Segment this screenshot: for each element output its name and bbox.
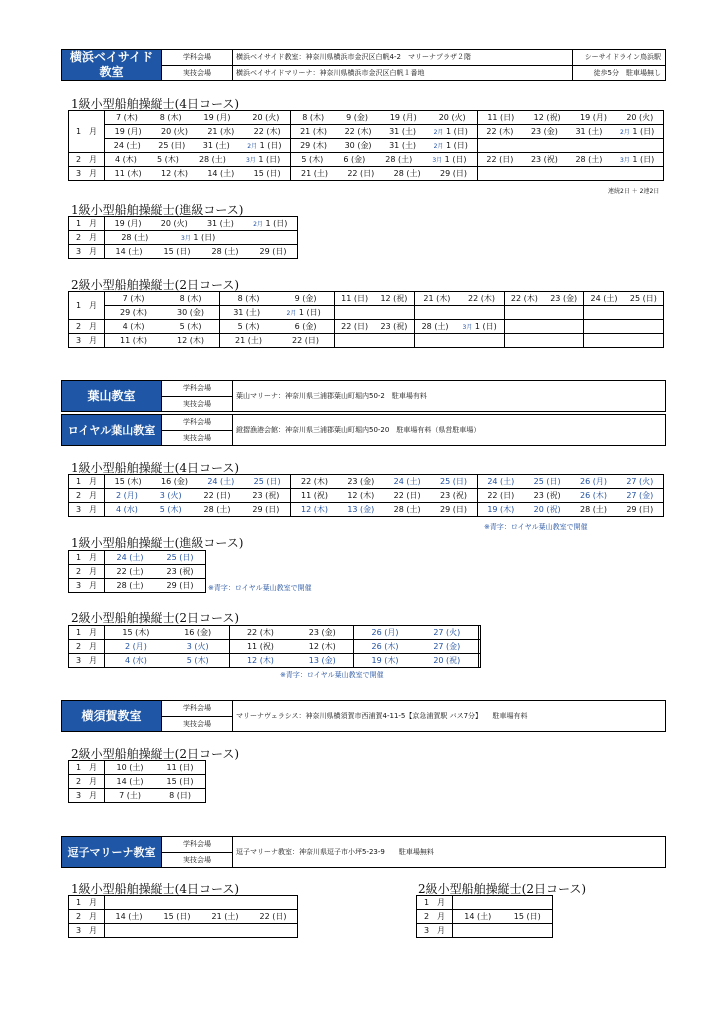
section-title: 1級小型船舶操縦士(4日コース) <box>71 882 240 896</box>
schedule-table: 1 月 19 (月) 20 (火) 31 (土) 2月 1 (日) 2 月 28 (土) 3月 1 (日) 3 月 14 (土) 15 (日) 28 (土) 29 (日) <box>68 216 298 259</box>
schedule-table: 1 月 7 (木) 8 (木) 19 (月) 20 (火) 8 (木) 9 (金) 19 (月) 20 (火) 11 (日) 12 (祝) 19 (月) 20 (火) 19 (月) 20 (火) 21 (水) 22 (木) 21 (木) 22 (木) 31 (土) 2月 1 (日) 22 (木) 23 (金) 31 (土) 2月 1 (日) 24 (土) 25 (日) 31 (土) 2月 1 (日) 29 (木) 30 (金) 31 (土) 2月 1 (日) 2 月 4 (木) 5 (木) 28 (土) 3月 1 (日) 5 (木) 6 (金) 28 (土) 3月 1 (日) 22 (日) 23 (祝) 28 (土) 3月 1 (日) 3 月 11 (木) 12 (木) 14 (土) 15 (日) 21 (土) 22 (日) 28 (土) 29 (日) <box>68 110 664 181</box>
yokohama-name: 横浜ベイサイド 教室 <box>62 50 162 80</box>
schedule-table: 1 月 2 月 14 (土) 15 (日) 3 月 <box>416 895 553 938</box>
yokohama-header <box>61 49 666 81</box>
note: 連続2日 ＋ 2連2日 <box>608 188 660 195</box>
section-title: 2級小型船舶操縦士(2日コース) <box>71 278 240 292</box>
schedule-table: 1 月 2 月 14 (土) 15 (日) 21 (土) 22 (日) 3 月 <box>68 895 298 938</box>
venue-info: 葉山マリーナ：神奈川県三浦郡葉山町堀内50-2 駐車場有料 <box>236 392 427 400</box>
schedule-table: 1 月 24 (土) 25 (日) 2 月 22 (土) 23 (祝) 3 月 28 (土) 29 (日) <box>68 550 206 593</box>
label-gakka: 学科会場 <box>183 840 211 849</box>
note: ※青字：ロイヤル葉山教室で開催 <box>208 584 312 592</box>
section-title: 1級小型船舶操縦士(4日コース) <box>71 97 240 111</box>
schedule-table: 1 月 15 (木) 16 (金) 24 (土) 25 (日) 22 (木) 23 (金) 24 (土) 25 (日) 24 (土) 25 (日) 26 (月) 27 (火) 2 月 2 (月) 3 (火) 22 (日) 23 (祝) 11 (祝) 12 (木) 22 (日) 23 (祝) 22 (日) 23 (祝) 26 (木) 27 (金) 3 月 4 (水) 5 (木) 28 (土) 29 (日) 12 (木) 13 (金) 28 (土) 29 (日) 19 (木) 20 (祝) 28 (土) 29 (日) <box>68 474 664 517</box>
section-title: 1級小型船舶操縦士(進級コース) <box>71 203 244 217</box>
note: ※青字：ロイヤル葉山教室で開催 <box>280 671 384 679</box>
royal-header <box>61 414 666 446</box>
venue-gakka: 横浜ベイサイド教室：神奈川県横浜市金沢区白帆4-2 マリーナプラザ２階 <box>236 53 471 62</box>
section-title: 1級小型船舶操縦士(進級コース) <box>71 536 244 550</box>
note: ※青字：ロイヤル葉山教室で開催 <box>484 523 588 531</box>
label-gakka: 学科会場 <box>183 418 211 427</box>
hayama-name: 葉山教室 <box>62 381 162 411</box>
zushi-header <box>61 836 666 868</box>
section-title: 2級小型船舶操縦士(2日コース) <box>71 747 240 761</box>
label-gakka: 学科会場 <box>183 384 211 393</box>
access-info: シーサイドライン鳥浜駅 <box>584 53 661 62</box>
label-gakka: 学科会場 <box>183 704 211 713</box>
section-title: 2級小型船舶操縦士(2日コース) <box>71 611 240 625</box>
venue-info: 鐙摺漁港会館：神奈川県三浦郡葉山町堀内50-20 駐車場有料（県営駐車場） <box>236 426 481 434</box>
hayama-header <box>61 380 666 412</box>
schedule-table: 1 月 15 (木) 16 (金) 22 (木) 23 (金) 26 (月) 27 (火) 2 月 2 (月) 3 (火) 11 (祝) 12 (木) 26 (木) 27 (金) 3 月 4 (水) 5 (木) 12 (木) 13 (金) 19 (木) 20 (祝) <box>68 625 481 668</box>
label-gakka: 学科会場 <box>183 53 211 62</box>
label-jitsugi: 実技会場 <box>162 430 232 446</box>
schedule-table: 1 月 7 (木) 8 (木) 8 (木) 9 (金) 11 (日) 12 (祝) 21 (木) 22 (木) 22 (木) 23 (金) 24 (土) 25 (日) 29 (木) 30 (金) 31 (土) 2月 1 (日) 2 月 4 (木) 5 (木) 5 (木) 6 (金) 22 (日) 23 (祝) 28 (土) 3月 1 (日) 3 月 11 (木) 12 (木) 21 (土) 22 (日) <box>68 291 664 348</box>
section-title: 2級小型船舶操縦士(2日コース) <box>418 882 587 896</box>
venue-jitsugi: 横浜ベイサイドマリーナ：神奈川県横浜市金沢区白帆１番地 <box>233 65 572 81</box>
section-title: 1級小型船舶操縦士(4日コース) <box>71 461 240 475</box>
label-jitsugi: 実技会場 <box>162 716 232 732</box>
venue-info: 逗子マリーナ教室：神奈川県逗子市小坪5-23-9 駐車場無料 <box>236 848 434 856</box>
venue-info: マリーナヴェラシス：神奈川県横須賀市西浦賀4-11-5【京急浦賀駅 バス7分】 駐車場有料 <box>236 712 528 720</box>
yokosuka-name: 横須賀教室 <box>62 701 162 731</box>
schedule-table: 1 月 10 (土) 11 (日) 2 月 14 (土) 15 (日) 3 月 7 (土) 8 (日) <box>68 760 206 803</box>
label-jitsugi: 実技会場 <box>162 852 232 868</box>
parking-info: 徒歩5分 駐車場無し <box>573 65 665 81</box>
zushi-name: 逗子マリーナ教室 <box>62 837 162 867</box>
label-jitsugi: 実技会場 <box>162 396 232 412</box>
royal-name: ロイヤル葉山教室 <box>62 415 162 445</box>
label-jitsugi: 実技会場 <box>162 65 232 81</box>
yokosuka-header <box>61 700 666 732</box>
